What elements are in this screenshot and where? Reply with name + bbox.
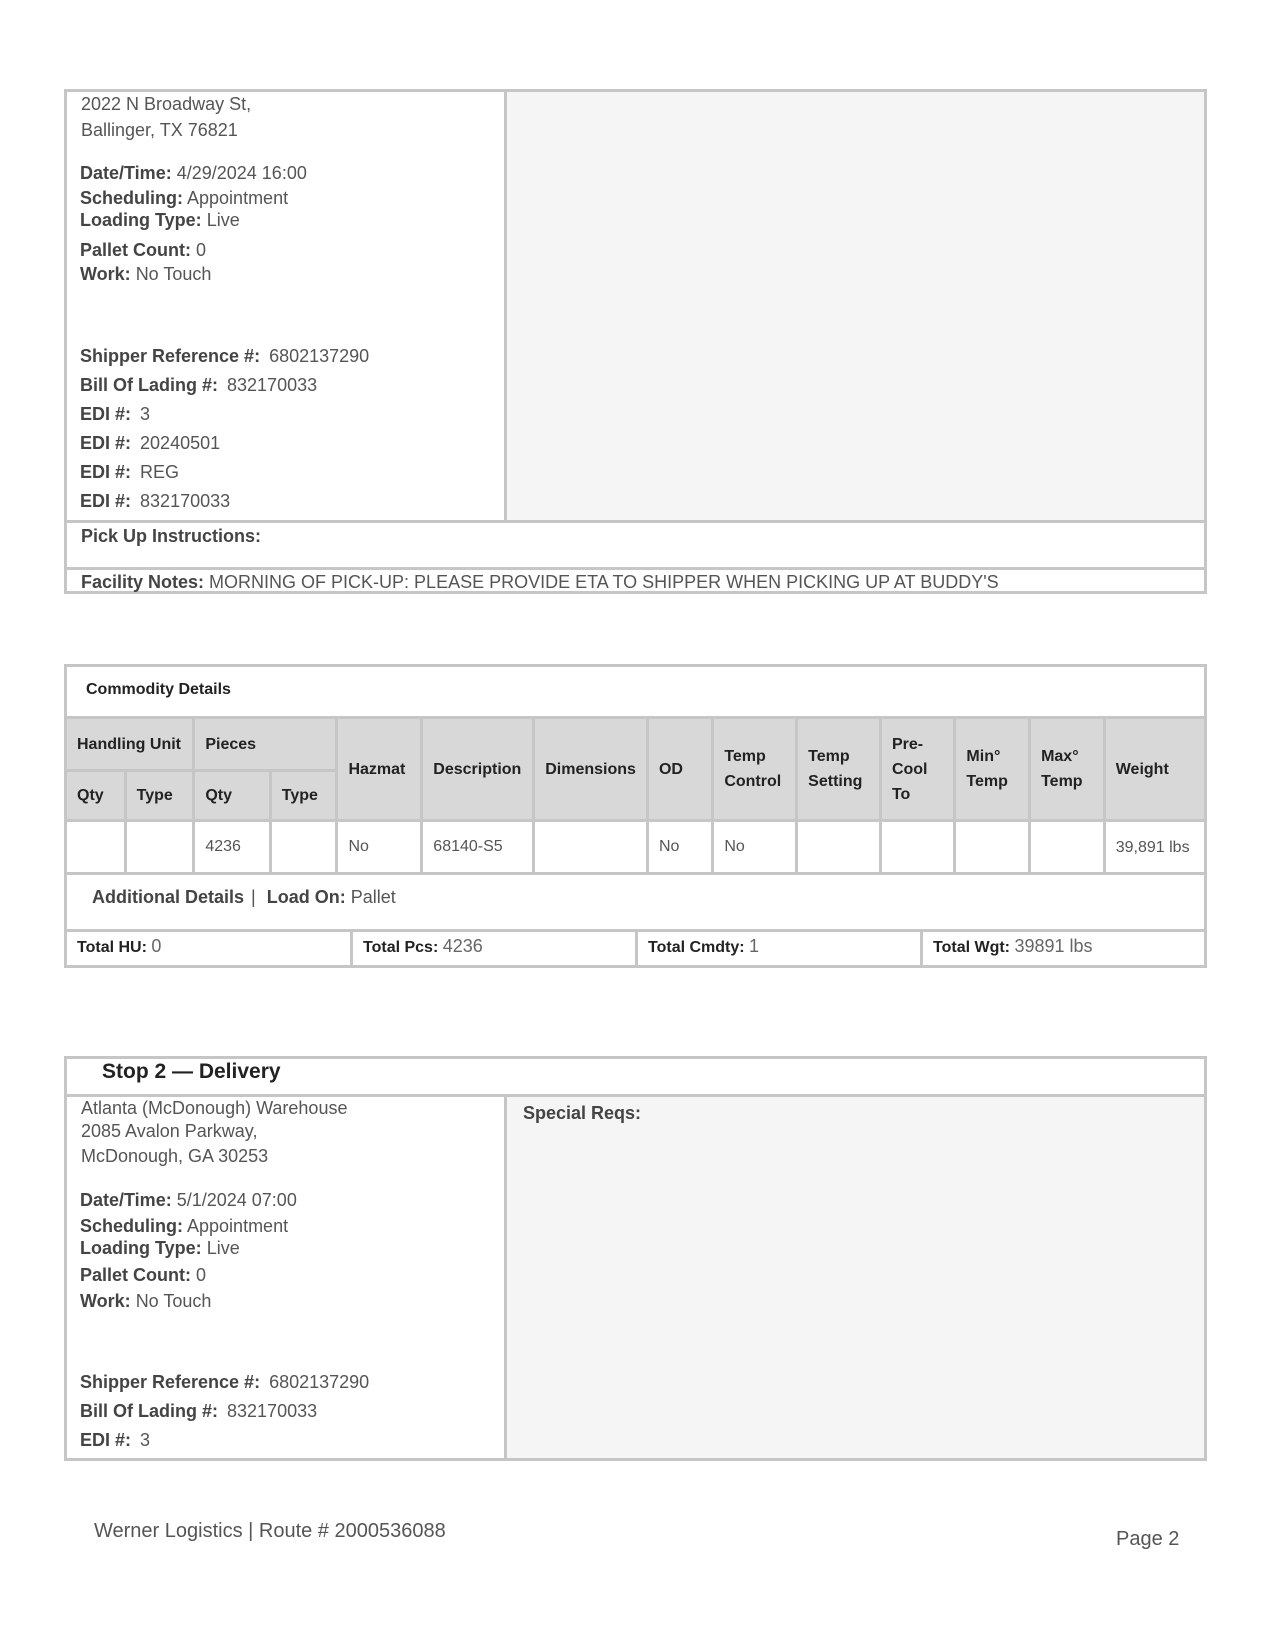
total-wgt: Total Wgt: 39891 lbs <box>920 932 1205 966</box>
special-reqs-label: Special Reqs: <box>523 1103 642 1123</box>
stop2-edi: EDI #: 3 <box>80 1430 151 1450</box>
table-row <box>66 821 1206 874</box>
cell-pcs-qty: 4236 <box>194 821 270 874</box>
commodity-title: Commodity Details <box>86 681 231 698</box>
stop2-datetime: Date/Time: 5/1/2024 07:00 <box>80 1190 297 1210</box>
cell-hu-type <box>125 821 194 874</box>
stop2-facility-name: Atlanta (McDonough) Warehouse <box>81 1098 348 1118</box>
th-handling-unit: Handling Unit <box>66 718 194 771</box>
stop1-bol: Bill Of Lading #: 832170033 <box>80 375 318 395</box>
stop1-shipper-ref: Shipper Reference #: 6802137290 <box>80 346 370 366</box>
stop1-address-line1: 2022 N Broadway St, <box>81 94 252 114</box>
th-temp-control: Temp Control <box>713 718 797 821</box>
th-weight: Weight <box>1104 718 1205 821</box>
th-hu-qty: Qty <box>66 771 126 821</box>
stop1-scheduling: Scheduling: Appointment <box>80 188 289 208</box>
cell-hu-qty <box>66 821 126 874</box>
th-max-temp: Max° Temp <box>1030 718 1105 821</box>
th-description: Description <box>422 718 534 821</box>
th-pcs-type: Type <box>270 771 337 821</box>
stop1-loading-type: Loading Type: Live <box>80 210 240 230</box>
stop2-shipper-ref: Shipper Reference #: 6802137290 <box>80 1372 370 1392</box>
stop2-loading-type: Loading Type: Live <box>80 1238 240 1258</box>
stop1-divider-h2 <box>67 567 1204 570</box>
th-min-temp: Min° Temp <box>955 718 1030 821</box>
stop1-edi-4: EDI #: 832170033 <box>80 491 231 511</box>
th-temp-setting: Temp Setting <box>797 718 881 821</box>
stop2-title: Stop 2 — Delivery <box>102 1060 281 1083</box>
stop1-datetime: Date/Time: 4/29/2024 16:00 <box>80 163 307 183</box>
stop1-address-line2: Ballinger, TX 76821 <box>81 120 238 140</box>
stop1-edi-3: EDI #: REG <box>80 462 180 482</box>
facility-notes: Facility Notes: MORNING OF PICK-UP: PLEASE PROVIDE ETA TO SHIPPER WHEN PICKING UP AT BUDDY'S <box>81 572 999 592</box>
cell-od: No <box>647 821 712 874</box>
stop2-scheduling: Scheduling: Appointment <box>80 1216 289 1236</box>
th-pcs-qty: Qty <box>194 771 270 821</box>
stop1-edi-2: EDI #: 20240501 <box>80 433 221 453</box>
cell-weight: 39,891 lbs <box>1104 821 1205 874</box>
th-od: OD <box>647 718 712 821</box>
stop2-right-panel <box>507 1097 1204 1458</box>
stop2-address-line1: 2085 Avalon Parkway, <box>81 1121 258 1141</box>
total-hu: Total HU: 0 <box>77 936 162 956</box>
stop1-edi-1: EDI #: 3 <box>80 404 151 424</box>
pickup-instructions-label: Pick Up Instructions: <box>81 526 262 546</box>
stop1-divider-h1 <box>67 520 1204 523</box>
cell-temp-setting <box>797 821 881 874</box>
th-pieces: Pieces <box>194 718 337 771</box>
stop1-work: Work: No Touch <box>80 264 212 284</box>
stop1-divider-vertical <box>504 92 507 521</box>
additional-details: Additional Details | Load On: Pallet <box>92 887 396 907</box>
page-number: Page 2 <box>1116 1528 1180 1550</box>
stop1-pallet-count: Pallet Count: 0 <box>80 240 207 260</box>
th-dimensions: Dimensions <box>534 718 648 821</box>
th-hu-type: Type <box>125 771 194 821</box>
cell-description: 68140-S5 <box>422 821 534 874</box>
th-pre-cool-to: Pre-Cool To <box>880 718 954 821</box>
total-cmdty: Total Cmdty: 1 <box>635 932 920 966</box>
total-pcs: Total Pcs: 4236 <box>350 932 635 966</box>
cell-temp-control: No <box>713 821 797 874</box>
cell-hazmat: No <box>337 821 422 874</box>
stop2-pallet-count: Pallet Count: 0 <box>80 1265 207 1285</box>
cell-dimensions <box>534 821 648 874</box>
cell-pre-cool-to <box>880 821 954 874</box>
stop2-divider-vertical <box>504 1097 507 1458</box>
stop2-work: Work: No Touch <box>80 1291 212 1311</box>
footer-route: Werner Logistics | Route # 2000536088 <box>94 1520 446 1542</box>
stop2-bol: Bill Of Lading #: 832170033 <box>80 1401 318 1421</box>
cell-min-temp <box>955 821 1030 874</box>
th-hazmat: Hazmat <box>337 718 422 821</box>
cell-max-temp <box>1030 821 1105 874</box>
stop1-right-panel <box>507 92 1204 520</box>
stop2-address-line2: McDonough, GA 30253 <box>81 1146 269 1166</box>
commodity-table <box>64 716 1207 875</box>
cell-pcs-type <box>270 821 337 874</box>
